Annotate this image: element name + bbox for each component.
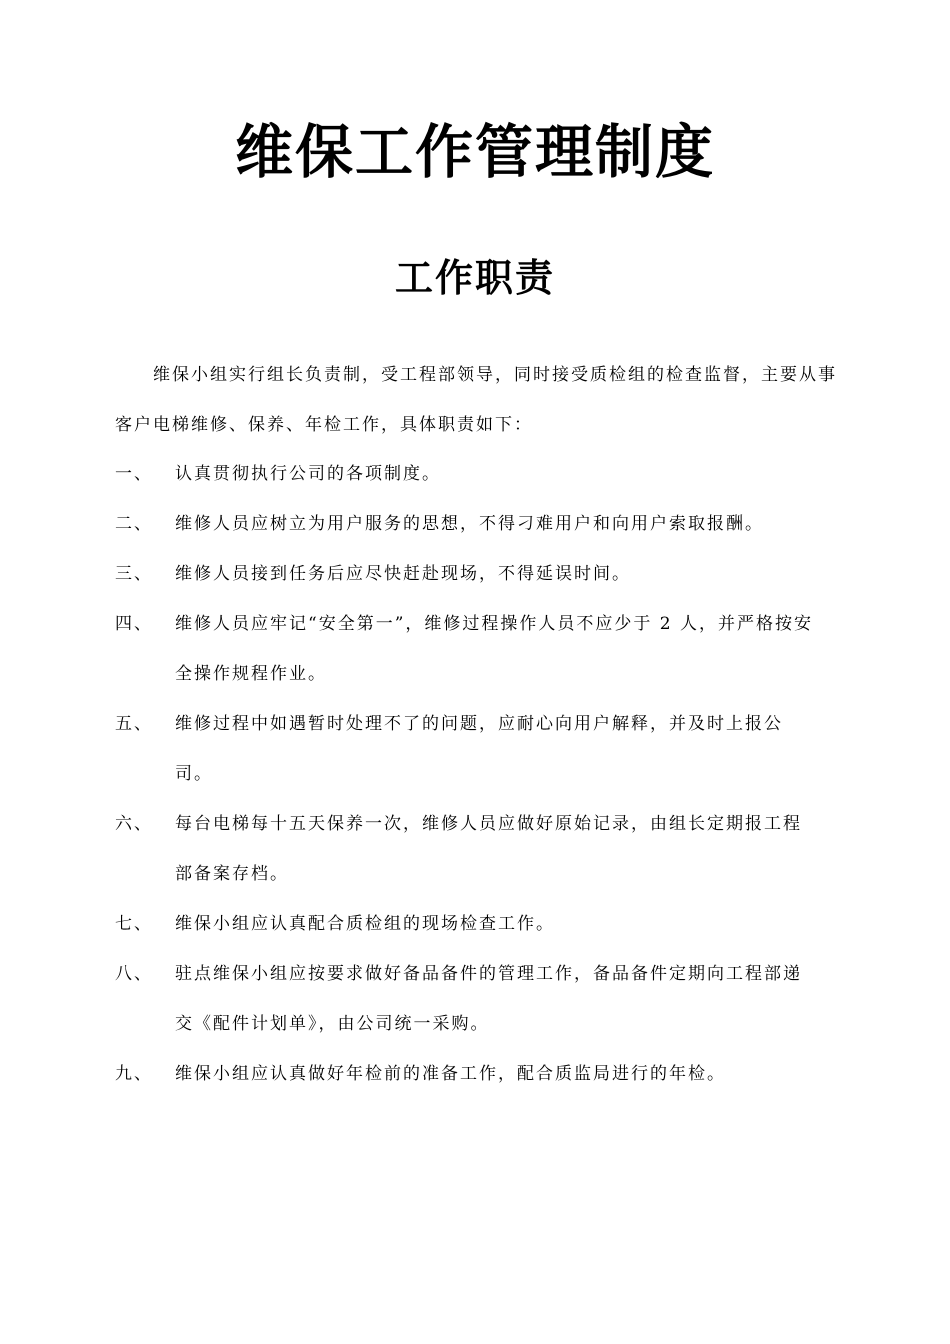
item-number: 一、 <box>115 464 153 484</box>
item-text: 驻点维保小组应按要求做好备品备件的管理工作，备品备件定期向工程部递交《配件计划单》，由公司统一采购。 <box>175 964 802 1034</box>
item-text: 认真贯彻执行公司的各项制度。 <box>175 464 441 484</box>
item-text: 维保小组应认真配合质检组的现场检查工作。 <box>175 914 555 934</box>
item-text: 维修人员应树立为用户服务的思想，不得刁难用户和向用户索取报酬。 <box>175 514 764 534</box>
duty-list <box>115 449 840 1099</box>
list-item <box>115 699 840 799</box>
item-text: 维修人员应牢记“安全第一”，维修过程操作人员不应少于 2 人，并严格按安全操作规程作业。 <box>175 614 814 684</box>
item-number: 六、 <box>115 814 153 834</box>
list-item <box>115 1049 840 1099</box>
item-text: 每台电梯每十五天保养一次，维修人员应做好原始记录，由组长定期报工程部备案存档。 <box>175 814 802 884</box>
item-number: 九、 <box>115 1064 153 1084</box>
item-text: 维修过程中如遇暂时处理不了的问题，应耐心向用户解释，并及时上报公司。 <box>175 714 783 784</box>
item-text: 维保小组应认真做好年检前的准备工作，配合质监局进行的年检。 <box>175 1064 726 1084</box>
section-title: 工作职责 <box>394 256 555 300</box>
list-item <box>115 799 840 899</box>
list-item <box>115 899 840 949</box>
list-item <box>115 549 840 599</box>
item-number: 五、 <box>115 714 153 734</box>
list-item <box>115 449 840 499</box>
item-number: 四、 <box>115 614 153 634</box>
page-title: 维保工作管理制度 <box>234 118 715 186</box>
list-item <box>115 499 840 549</box>
item-number: 八、 <box>115 964 153 984</box>
item-number: 三、 <box>115 564 153 584</box>
list-item <box>115 949 840 1049</box>
list-item <box>115 599 840 699</box>
intro-paragraph: 维保小组实行组长负责制，受工程部领导，同时接受质检组的检查监督，主要从事客户电梯维修、保养、年检工作，具体职责如下： <box>115 365 837 435</box>
item-text: 维修人员接到任务后应尽快赶赴现场，不得延误时间。 <box>175 564 631 584</box>
item-number: 七、 <box>115 914 153 934</box>
item-number: 二、 <box>115 514 153 534</box>
